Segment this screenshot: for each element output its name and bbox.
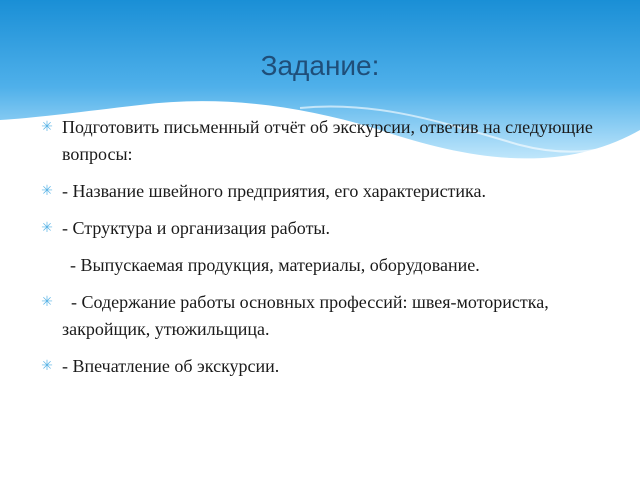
bullet-item: [30, 215, 610, 242]
list-item-text: - Выпускаемая продукция, материалы, оборудование.: [70, 255, 480, 275]
bullet-item: [30, 289, 610, 343]
slide-content: [30, 114, 610, 390]
bullet-item: [30, 114, 610, 168]
bullet-icon: ✳: [41, 119, 53, 135]
bullet-item-text: - Структура и организация работы.: [62, 218, 331, 238]
bullet-icon: ✳: [41, 183, 53, 199]
bullet-icon: ✳: [41, 358, 53, 374]
list-item: [30, 252, 610, 279]
bullet-item-text: - Название швейного предприятия, его характеристика.: [62, 181, 487, 201]
bullet-item: [30, 178, 610, 205]
bullet-item-text: - Содержание работы основных профессий: швея-мотористка, закройщик, утюжильщица.: [62, 292, 554, 339]
slide-title: Задание:: [260, 50, 380, 81]
bullet-icon: ✳: [41, 294, 53, 310]
bullet-item: [30, 353, 610, 380]
bullet-icon: ✳: [41, 220, 53, 236]
bullet-item-text: - Впечатление об экскурсии.: [62, 356, 280, 376]
bullet-item-text: Подготовить письменный отчёт об экскурсии, ответив на следующие вопросы:: [62, 117, 593, 164]
